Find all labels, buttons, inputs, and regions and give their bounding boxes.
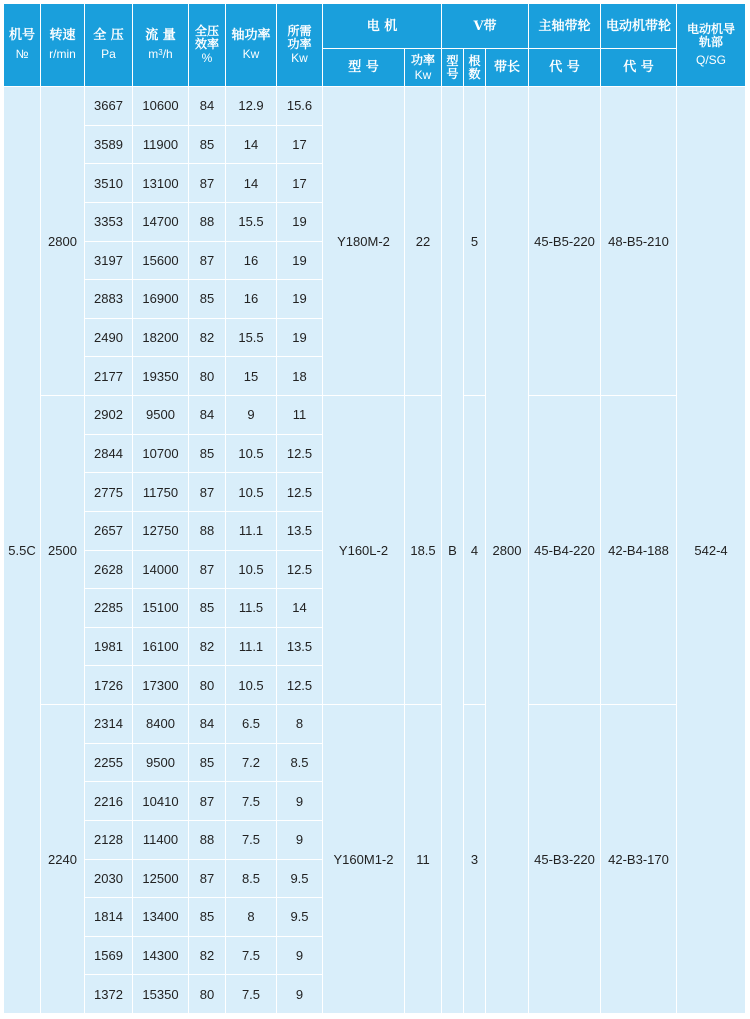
cell-flow: 11400 <box>133 820 189 859</box>
cell-pressure: 2255 <box>85 743 133 782</box>
cell-pressure: 2628 <box>85 550 133 589</box>
cell-efficiency: 88 <box>189 202 226 241</box>
cell-required-power: 12.5 <box>277 434 323 473</box>
header-spindle-pulley: 主轴带轮 <box>529 4 601 49</box>
cell-required-power: 11 <box>277 396 323 435</box>
cell-speed: 2500 <box>41 396 85 705</box>
cell-flow: 16100 <box>133 627 189 666</box>
header-flow: 流 量 $m^3/h$ <box>133 4 189 87</box>
table-body <box>4 87 746 1014</box>
cell-required-power: 12.5 <box>277 666 323 705</box>
cell-efficiency: 87 <box>189 164 226 203</box>
cell-efficiency: 88 <box>189 820 226 859</box>
cell-efficiency: 85 <box>189 280 226 319</box>
cell-pressure: 3510 <box>85 164 133 203</box>
cell-flow: 15350 <box>133 975 189 1014</box>
table-row <box>4 705 746 744</box>
cell-spindle-pulley: 45-B5-220 <box>529 87 601 396</box>
cell-pressure: 2902 <box>85 396 133 435</box>
cell-pressure: 3197 <box>85 241 133 280</box>
cell-flow: 14300 <box>133 936 189 975</box>
cell-flow: 13100 <box>133 164 189 203</box>
cell-motor-model: Y160L-2 <box>323 396 405 705</box>
cell-required-power: 8 <box>277 705 323 744</box>
cell-efficiency: 82 <box>189 936 226 975</box>
cell-efficiency: 84 <box>189 396 226 435</box>
header-required-power: 所需功率 Kw <box>277 4 323 87</box>
cell-shaft-power: 10.5 <box>226 550 277 589</box>
cell-flow: 19350 <box>133 357 189 396</box>
cell-shaft-power: 9 <box>226 396 277 435</box>
cell-required-power: 15.6 <box>277 87 323 126</box>
cell-pressure: 2657 <box>85 511 133 550</box>
cell-shaft-power: 12.9 <box>226 87 277 126</box>
table-row <box>4 87 746 126</box>
cell-shaft-power: 14 <box>226 164 277 203</box>
cell-pressure: 1726 <box>85 666 133 705</box>
cell-required-power: 19 <box>277 241 323 280</box>
cell-flow: 11750 <box>133 473 189 512</box>
header-motor-pulley: 电动机带轮 <box>601 4 677 49</box>
header-spindle-pulley-code: 代 号 <box>529 49 601 87</box>
cell-shaft-power: 7.5 <box>226 936 277 975</box>
cell-shaft-power: 10.5 <box>226 473 277 512</box>
header-model-no: 机号 № <box>4 4 41 87</box>
cell-spindle-pulley: 45-B4-220 <box>529 396 601 705</box>
header-rail: 电动机导轨部 Q/SG <box>677 4 746 87</box>
cell-required-power: 9 <box>277 975 323 1014</box>
cell-shaft-power: 11.1 <box>226 627 277 666</box>
cell-efficiency: 84 <box>189 705 226 744</box>
cell-motor-pulley: 48-B5-210 <box>601 87 677 396</box>
cell-efficiency: 85 <box>189 125 226 164</box>
cell-flow: 12500 <box>133 859 189 898</box>
cell-required-power: 19 <box>277 280 323 319</box>
cell-shaft-power: 15 <box>226 357 277 396</box>
header-motor-model: 型 号 <box>323 49 405 87</box>
cell-motor-pulley: 42-B3-170 <box>601 705 677 1014</box>
cell-pressure: 3589 <box>85 125 133 164</box>
cell-flow: 12750 <box>133 511 189 550</box>
header-efficiency: 全压效率 % <box>189 4 226 87</box>
header-belt-length: 带长 <box>486 49 529 87</box>
cell-belt-type: B <box>442 87 464 1014</box>
header-belt-type: 型号 <box>442 49 464 87</box>
cell-efficiency: 87 <box>189 473 226 512</box>
cell-efficiency: 87 <box>189 782 226 821</box>
cell-flow: 10600 <box>133 87 189 126</box>
cell-required-power: 13.5 <box>277 627 323 666</box>
cell-motor-power: 18.5 <box>405 396 442 705</box>
cell-speed: 2240 <box>41 705 85 1014</box>
cell-flow: 8400 <box>133 705 189 744</box>
cell-efficiency: 84 <box>189 87 226 126</box>
cell-flow: 18200 <box>133 318 189 357</box>
cell-shaft-power: 7.5 <box>226 782 277 821</box>
cell-flow: 10410 <box>133 782 189 821</box>
cell-belt-length: 2800 <box>486 87 529 1014</box>
cell-pressure: 3353 <box>85 202 133 241</box>
cell-belt-count: 3 <box>464 705 486 1014</box>
cell-efficiency: 80 <box>189 357 226 396</box>
cell-required-power: 17 <box>277 164 323 203</box>
cell-shaft-power: 11.1 <box>226 511 277 550</box>
table-header <box>4 4 746 87</box>
header-speed: 转速 r/min <box>41 4 85 87</box>
cell-required-power: 9 <box>277 936 323 975</box>
cell-belt-count: 5 <box>464 87 486 396</box>
header-motor-power: 功率 Kw <box>405 49 442 87</box>
cell-rail-code: 542-4 <box>677 87 746 1014</box>
cell-shaft-power: 10.5 <box>226 434 277 473</box>
cell-flow: 9500 <box>133 396 189 435</box>
cell-efficiency: 85 <box>189 434 226 473</box>
cell-flow: 15100 <box>133 589 189 628</box>
cell-motor-model: Y180M-2 <box>323 87 405 396</box>
cell-required-power: 19 <box>277 318 323 357</box>
cell-spindle-pulley: 45-B3-220 <box>529 705 601 1014</box>
cell-shaft-power: 7.5 <box>226 975 277 1014</box>
cell-flow: 17300 <box>133 666 189 705</box>
cell-pressure: 2030 <box>85 859 133 898</box>
cell-required-power: 14 <box>277 589 323 628</box>
cell-pressure: 3667 <box>85 87 133 126</box>
header-pressure: 全 压 Pa <box>85 4 133 87</box>
fan-performance-table <box>3 3 746 1014</box>
header-motor-pulley-code: 代 号 <box>601 49 677 87</box>
cell-shaft-power: 10.5 <box>226 666 277 705</box>
cell-pressure: 1372 <box>85 975 133 1014</box>
cell-required-power: 9.5 <box>277 898 323 937</box>
cell-pressure: 2844 <box>85 434 133 473</box>
cell-required-power: 8.5 <box>277 743 323 782</box>
cell-flow: 14700 <box>133 202 189 241</box>
header-vbelt: V带 <box>442 4 529 49</box>
cell-pressure: 2883 <box>85 280 133 319</box>
cell-efficiency: 85 <box>189 898 226 937</box>
cell-motor-pulley: 42-B4-188 <box>601 396 677 705</box>
cell-pressure: 1981 <box>85 627 133 666</box>
cell-speed: 2800 <box>41 87 85 396</box>
header-shaft-power: 轴功率 Kw <box>226 4 277 87</box>
cell-pressure: 2775 <box>85 473 133 512</box>
cell-flow: 13400 <box>133 898 189 937</box>
cell-efficiency: 87 <box>189 241 226 280</box>
cell-pressure: 2128 <box>85 820 133 859</box>
cell-flow: 9500 <box>133 743 189 782</box>
cell-required-power: 18 <box>277 357 323 396</box>
cell-shaft-power: 8 <box>226 898 277 937</box>
cell-required-power: 17 <box>277 125 323 164</box>
cell-required-power: 19 <box>277 202 323 241</box>
cell-pressure: 1569 <box>85 936 133 975</box>
cell-pressure: 2216 <box>85 782 133 821</box>
cell-belt-count: 4 <box>464 396 486 705</box>
cell-shaft-power: 6.5 <box>226 705 277 744</box>
cell-required-power: 12.5 <box>277 473 323 512</box>
cell-required-power: 12.5 <box>277 550 323 589</box>
cell-shaft-power: 7.5 <box>226 820 277 859</box>
cell-efficiency: 80 <box>189 666 226 705</box>
cell-shaft-power: 14 <box>226 125 277 164</box>
cell-efficiency: 85 <box>189 743 226 782</box>
cell-required-power: 9 <box>277 782 323 821</box>
cell-motor-power: 22 <box>405 87 442 396</box>
cell-shaft-power: 11.5 <box>226 589 277 628</box>
cell-efficiency: 87 <box>189 859 226 898</box>
cell-efficiency: 82 <box>189 627 226 666</box>
cell-required-power: 9.5 <box>277 859 323 898</box>
table-row <box>4 396 746 435</box>
cell-flow: 15600 <box>133 241 189 280</box>
cell-model-no: 5.5C <box>4 87 41 1014</box>
header-belt-count: 根数 <box>464 49 486 87</box>
cell-motor-model: Y160M1-2 <box>323 705 405 1014</box>
cell-shaft-power: 15.5 <box>226 202 277 241</box>
cell-efficiency: 88 <box>189 511 226 550</box>
cell-motor-power: 11 <box>405 705 442 1014</box>
cell-flow: 14000 <box>133 550 189 589</box>
cell-required-power: 13.5 <box>277 511 323 550</box>
cell-shaft-power: 16 <box>226 241 277 280</box>
cell-pressure: 2490 <box>85 318 133 357</box>
cell-pressure: 1814 <box>85 898 133 937</box>
cell-flow: 10700 <box>133 434 189 473</box>
cell-pressure: 2177 <box>85 357 133 396</box>
cell-efficiency: 82 <box>189 318 226 357</box>
cell-efficiency: 85 <box>189 589 226 628</box>
cell-shaft-power: 15.5 <box>226 318 277 357</box>
header-motor: 电 机 <box>323 4 442 49</box>
cell-shaft-power: 8.5 <box>226 859 277 898</box>
cell-flow: 16900 <box>133 280 189 319</box>
cell-flow: 11900 <box>133 125 189 164</box>
cell-shaft-power: 16 <box>226 280 277 319</box>
cell-efficiency: 87 <box>189 550 226 589</box>
cell-efficiency: 80 <box>189 975 226 1014</box>
cell-pressure: 2285 <box>85 589 133 628</box>
cell-required-power: 9 <box>277 820 323 859</box>
cell-pressure: 2314 <box>85 705 133 744</box>
cell-shaft-power: 7.2 <box>226 743 277 782</box>
